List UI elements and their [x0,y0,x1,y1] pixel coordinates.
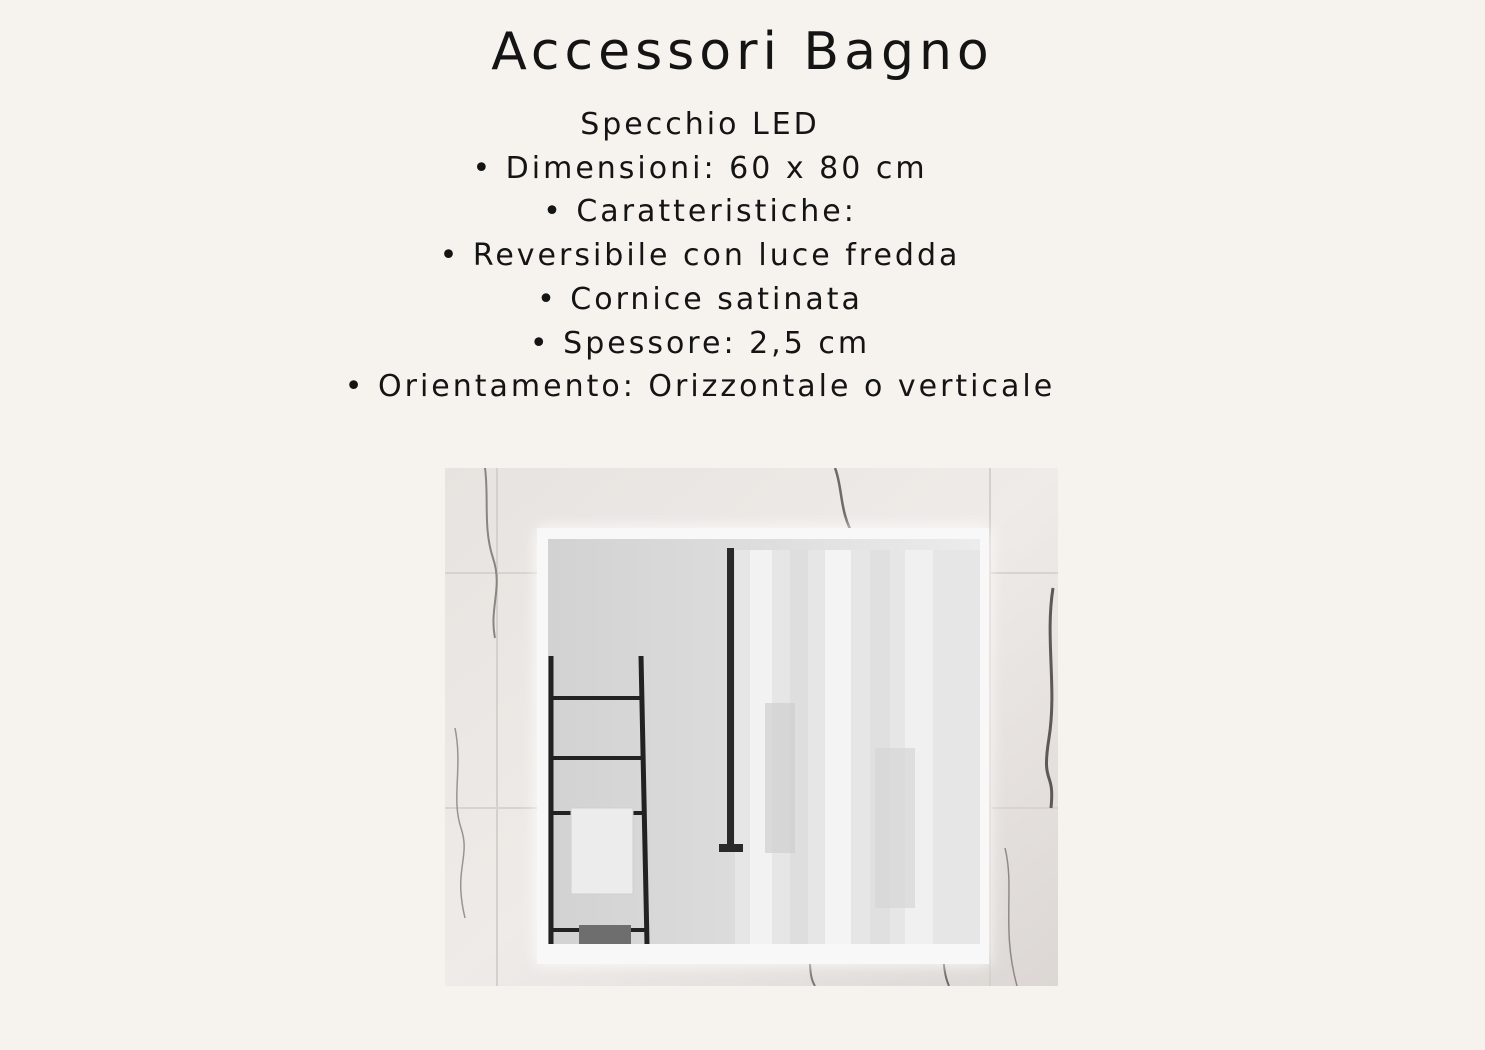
led-mirror-photo [445,468,1058,986]
spec-frame: • Cornice satinata [537,281,863,317]
page-title: Accessori Bagno [491,22,994,82]
spec-thickness: • Spessore: 2,5 cm [529,325,871,361]
spec-orientation: • Orientamento: Orizzontale o verticale [344,369,1056,405]
spec-dimensions: • Dimensioni: 60 x 80 cm [472,150,928,186]
spec-list [0,103,1400,409]
spec-features: • Caratteristiche: [543,194,857,230]
spec-reversible: • Reversibile con luce fredda [439,238,961,274]
product-name: Specchio LED [580,107,820,142]
